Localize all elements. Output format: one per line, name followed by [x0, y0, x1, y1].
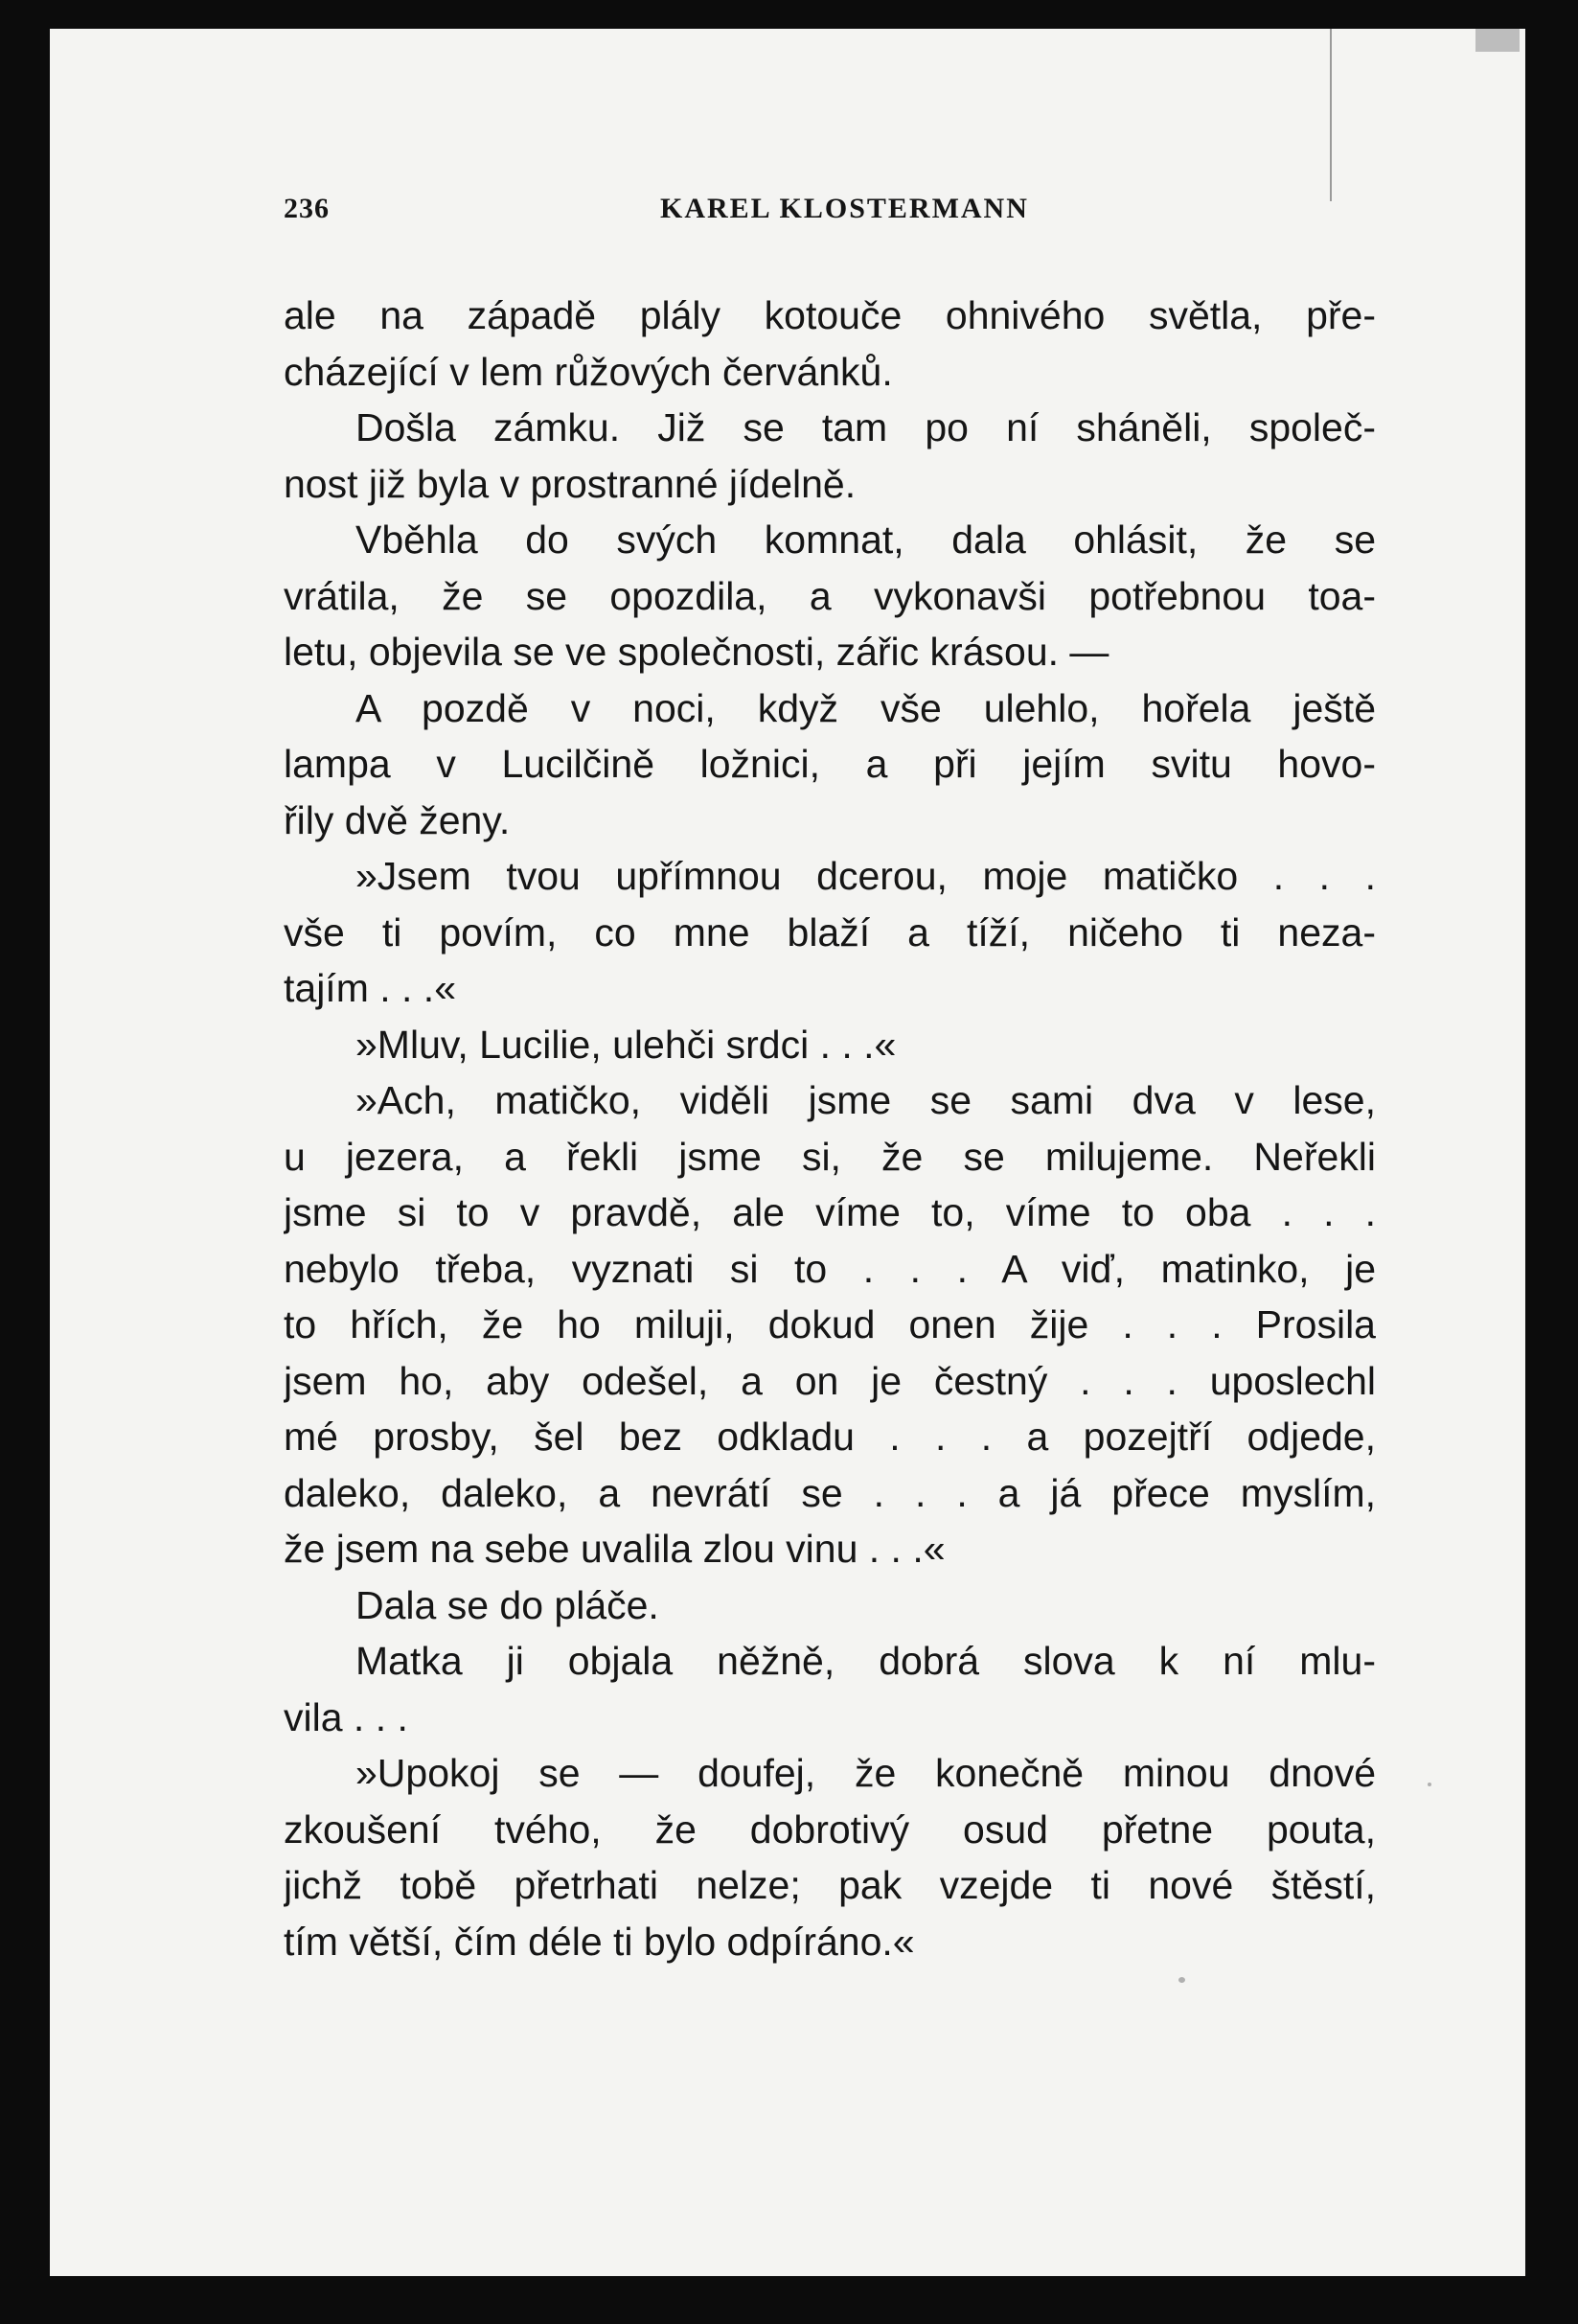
text-line: Matka ji objala něžně, dobrá slova k ní mlu- — [355, 1639, 1376, 1683]
page-edge-mark — [1567, 1460, 1578, 1488]
text-line: »Jsem tvou upřímnou dcerou, moje matičko . . . — [355, 854, 1376, 898]
text-line: »Mluv, Lucilie, ulehči srdci . . .« — [355, 1022, 897, 1067]
page-header — [284, 193, 1069, 246]
text-line: jichž tobě přetrhati nelze; pak vzejde ti nové štěstí, — [284, 1863, 1376, 1907]
text-line: vše ti povím, co mne blaží a tíží, ničeho ti neza- — [284, 909, 1376, 955]
text-line: nost již byla v prostranné jídelně. — [284, 461, 857, 506]
paper-speck — [1178, 1977, 1185, 1983]
text-line: jsme si to v pravdě, ale víme to, víme to oba . . . — [284, 1190, 1376, 1234]
text-line: nebylo třeba, vyznati si to . . . A viď, matinko, je — [284, 1246, 1376, 1291]
text-line: Dala se do pláče. — [355, 1582, 659, 1627]
text-line: A pozdě v noci, když vše ulehlo, hořela ještě — [355, 685, 1376, 730]
page-edge-mark — [1567, 846, 1578, 875]
page-edge-mark — [1567, 2039, 1578, 2068]
text-line: jsem ho, aby odešel, a on je čestný . . . uposlechl — [284, 1358, 1376, 1403]
paper-speck — [1428, 1783, 1431, 1786]
text-line: zkoušení tvého, že dobrotivý osud přetne pouta, — [284, 1806, 1376, 1852]
text-line: letu, objevila se ve společnosti, zářic krásou. — — [284, 630, 1109, 674]
text-line: Vběhla do svých komnat, dala ohlásit, že se — [355, 518, 1376, 562]
running-head: KAREL KLOSTERMANN — [660, 193, 1029, 224]
text-line: Došla zámku. Již se tam po ní sháněli, společ- — [355, 405, 1376, 449]
text-line: lampa v Lucilčině ložnici, a při jejím svitu hovo- — [284, 742, 1376, 786]
text-line: mé prosby, šel bez odkladu . . . a pozejtří odjede, — [284, 1415, 1376, 1459]
text-line: tajím . . .« — [284, 966, 456, 1010]
body-text — [284, 288, 1376, 1969]
gutter-line — [1330, 29, 1332, 201]
text-line: ale na západě plály kotouče ohnivého světla, pře- — [284, 293, 1376, 337]
text-line: »Ach, matičko, viděli jsme se sami dva v lese, — [355, 1078, 1376, 1122]
page-corner-mark — [1475, 29, 1520, 52]
text-line: vila . . . — [284, 1694, 408, 1739]
text-line: daleko, daleko, a nevrátí se . . . a já přece myslím, — [284, 1470, 1376, 1515]
page-number: 236 — [284, 193, 330, 224]
text-line: to hřích, že ho miluji, dokud onen žije . . . Prosila — [284, 1302, 1376, 1346]
text-line: řily dvě ženy. — [284, 797, 511, 842]
text-line: u jezera, a řekli jsme si, že se milujeme. Neřekli — [284, 1134, 1376, 1179]
text-line: cházející v lem růžových červánků. — [284, 349, 893, 394]
text-line: tím větší, čím déle ti bylo odpíráno.« — [284, 1919, 915, 1964]
text-line: vrátila, že se opozdila, a vykonavši potřebnou toa- — [284, 573, 1376, 618]
text-line: že jsem na sebe uvalila zlou vinu . . .« — [284, 1527, 946, 1571]
text-line: »Upokoj se — doufej, že konečně minou dnové — [355, 1751, 1376, 1795]
